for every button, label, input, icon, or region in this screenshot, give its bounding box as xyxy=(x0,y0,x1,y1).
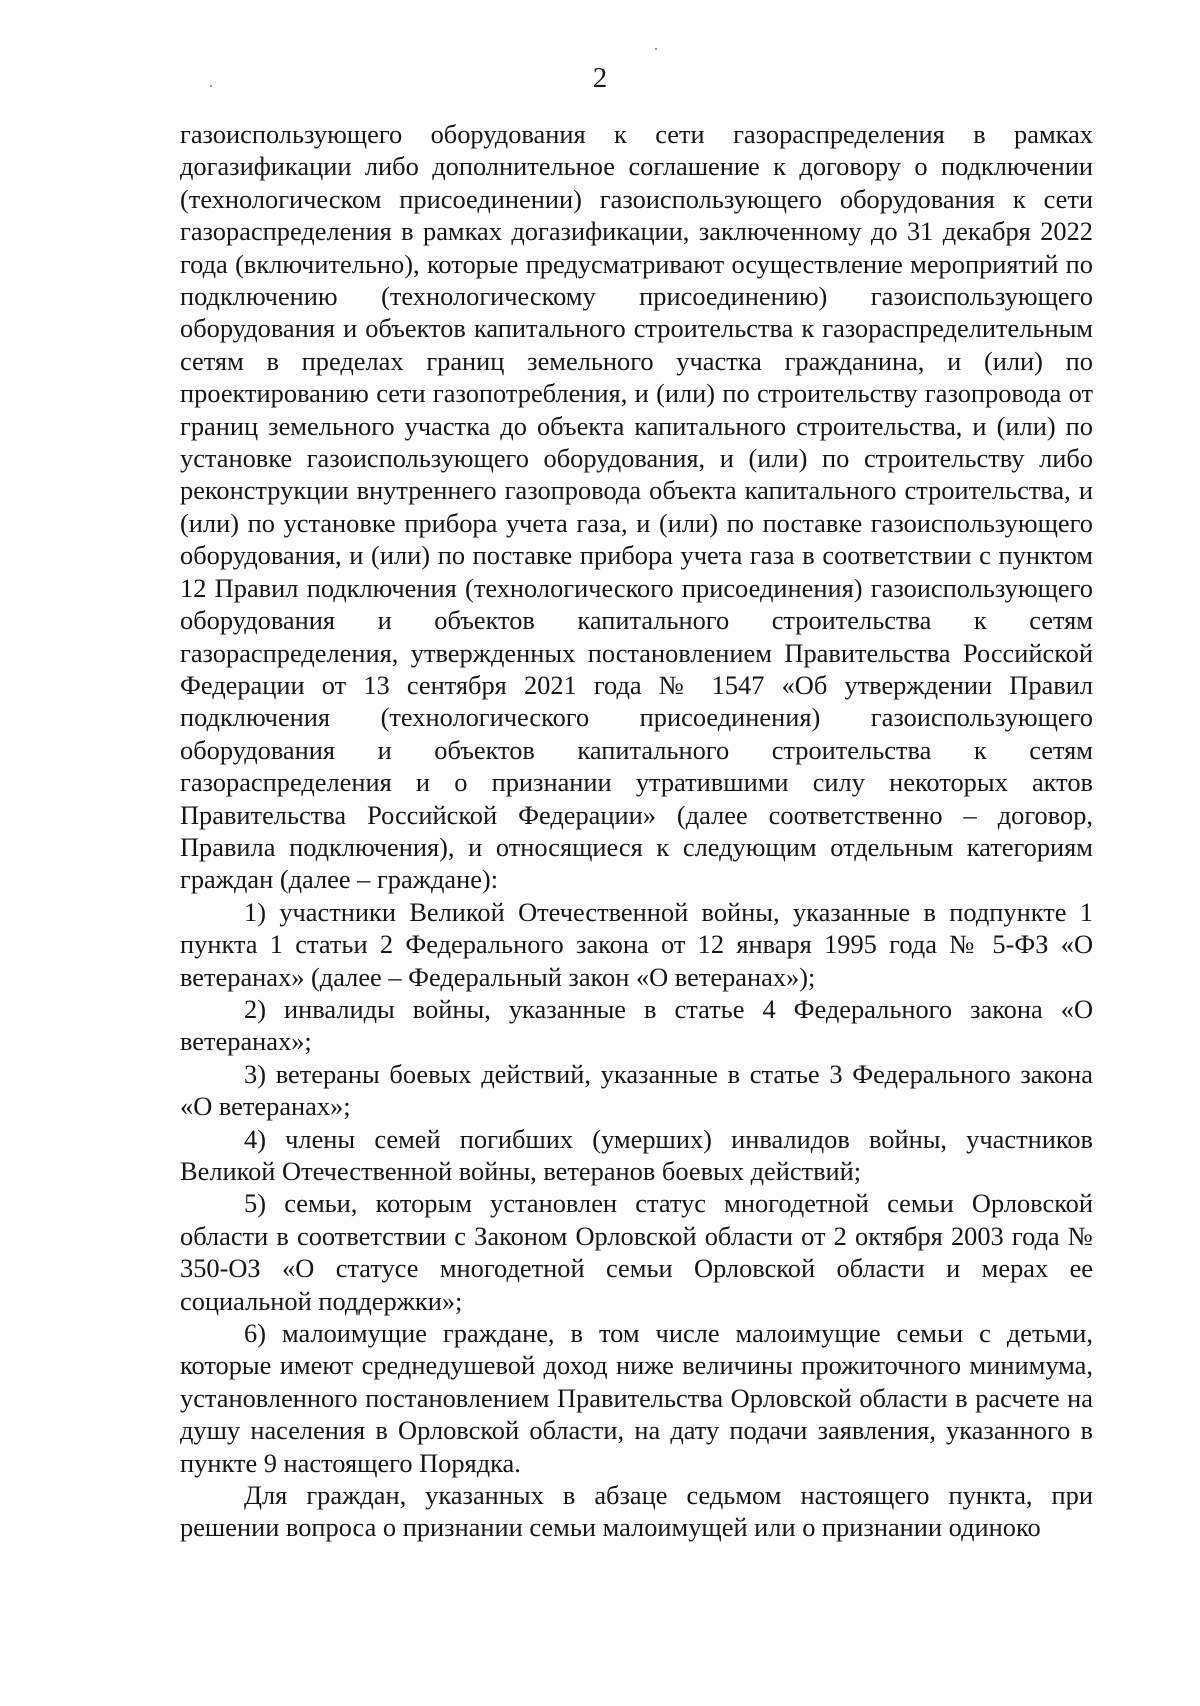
paragraph-item-3: 3) ветераны боевых действий, указанные в статье 3 Федерального закона «О ветеранах»; xyxy=(180,1058,1093,1122)
scan-speck xyxy=(655,48,657,50)
paragraph-item-6: 6) малоимущие граждане, в том числе малоимущие семьи с детьми, которые имеют среднедушевой доход ниже величины прожиточного минимума, установленного постановлением Правительства Орловской области в расчете на душу населения в Орловской области, на дату подачи заявления, указанного в пункте 9 настоящего Порядка. xyxy=(180,1318,1093,1478)
paragraph-closing: Для граждан, указанных в абзаце седьмом настоящего пункта, при решении вопроса о признании семьи малоимущей или о признании одиноко xyxy=(180,1480,1093,1543)
paragraph-item-5: 5) семьи, которым установлен статус многодетной семьи Орловской области в соответствии с Законом Орловской области от 2 октября 2003 года № 350-ОЗ «О статусе многодетной семьи Орловской области и мерах ее социальной поддержки»; xyxy=(180,1188,1093,1316)
page-number: 2 xyxy=(592,62,608,94)
paragraph-item-1: 1) участники Великой Отечественной войны, указанные в подпункте 1 пункта 1 статьи 2 Федерального закона от 12 января 1995 года № 5-ФЗ «О ветеранах» (далее – Федеральный закон «О ветеранах»); xyxy=(180,896,1093,992)
document-body xyxy=(180,118,1093,1544)
paragraph-item-2: 2) инвалиды войны, указанные в статье 4 Федерального закона «О ветеранах»; xyxy=(180,993,1093,1057)
paragraph-intro: газоиспользующего оборудования к сети газораспределения в рамках догазификации либо дополнительное соглашение к договору о подключении (технологическом присоединении) газоиспользующего оборудования к сети газораспределения в рамках догазификации, заключенному до 31 декабря 2022 года (включительно), которые предусматривают осуществление мероприятий по подключению (технологическому присоединению) газоиспользующего оборудования и объектов капитального строительства к газораспределительным сетям в пределах границ земельного участка гражданина, и (или) по проектированию сети газопотребления, и (или) по строительству газопровода от границ земельного участка до объекта капитального строительства, и (или) по установке газоиспользующего оборудования, и (или) по строительству либо реконструкции внутреннего газопровода объекта капитального строительства, и (или) по установке прибора учета газа, и (или) по поставке газоиспользующего оборудования, и (или) по поставке прибора учета газа в соответствии с пунктом 12 Правил подключения (технологического присоединения) газоиспользующего оборудования и объектов капитального строительства к сетям газораспределения, утвержденных постановлением Правительства Российской Федерации от 13 сентября 2021 года № 1547 «Об утверждении Правил подключения (технологического присоединения) газоиспользующего оборудования и объектов капитального строительства к сетям газораспределения и о признании утратившими силу некоторых актов Правительства Российской Федерации» (далее соответственно – договор, Правила подключения), и относящиеся к следующим отдельным категориям граждан (далее – граждане): xyxy=(180,119,1093,895)
paragraph-item-4: 4) члены семей погибших (умерших) инвалидов войны, участников Великой Отечественной войны, ветеранов боевых действий; xyxy=(180,1123,1093,1186)
